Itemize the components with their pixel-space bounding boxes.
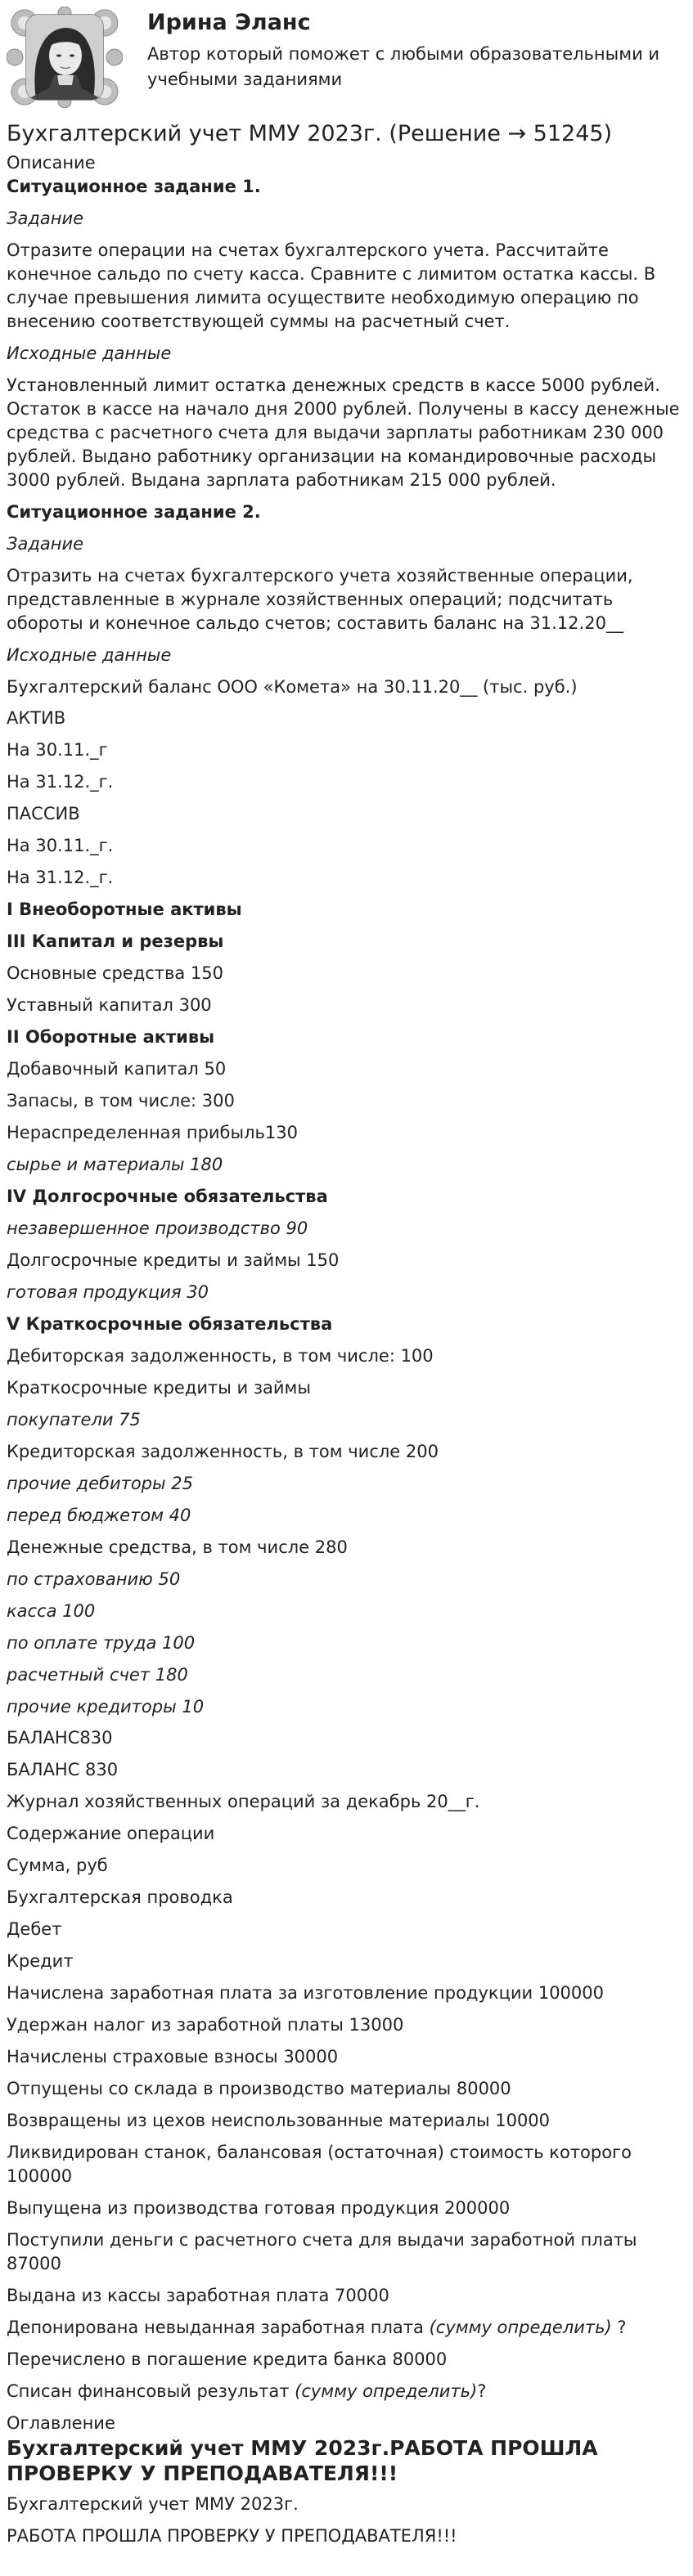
author-info <box>147 7 686 92</box>
body-paragraph <box>7 994 686 1017</box>
body-paragraph <box>7 532 686 556</box>
paragraph-text: касса 100 <box>7 1600 96 1621</box>
body-paragraph <box>7 802 686 826</box>
body-paragraph <box>7 1153 686 1177</box>
footer-title: Бухгалтерский учет ММУ 2023г.РАБОТА ПРОШЛА ПРОВЕРКУ У ПРЕПОДАВАТЕЛЯ!!! <box>7 2435 598 2485</box>
document-title: Бухгалтерский учет ММУ 2023г. (Решение → 51245) <box>7 121 613 146</box>
paragraph-text: Ликвидирован станок, балансовая (остаточная) стоимость которого 100000 <box>7 2143 632 2187</box>
paragraph-text: Краткосрочные кредиты и займы <box>7 1377 311 1398</box>
body-paragraph <box>7 374 686 492</box>
paragraph-text: Поступили деньги с расчетного счета для выдачи заработной платы 87000 <box>7 2229 637 2273</box>
body-paragraph <box>7 1057 686 1081</box>
paragraph-text: Бухгалтерский баланс ООО «Комета» на 30.11.20__ (тыс. руб.) <box>7 676 578 697</box>
paragraph-text: Выпущена из производства готовая продукция 200000 <box>7 2198 511 2218</box>
paragraph-text: На 30.11._г <box>7 740 108 761</box>
paragraph-text: Депонирована невыданная заработная плата <box>7 2317 430 2337</box>
paragraph-text: На 30.11._г. <box>7 836 114 856</box>
paragraph-text: АКТИВ <box>7 708 66 729</box>
body-paragraph <box>7 342 686 366</box>
paragraph-text: по страхованию 50 <box>7 1568 181 1589</box>
paragraph-text: На 31.12._г. <box>7 772 114 792</box>
body-paragraph <box>7 2197 686 2220</box>
paragraph-text: Выдана из кассы заработная плата 70000 <box>7 2285 389 2305</box>
paragraph-text: Журнал хозяйственных операций за декабрь 20__г. <box>7 1792 480 1812</box>
paragraph-text: Задание <box>7 209 84 229</box>
paragraph-text: Отразить на счетах бухгалтерского учета хозяйственные операции, представленные в журнале хозяйственных операций; подсчитать обороты и конечное сальдо счетов; составить баланс на 31.12.20__ <box>7 565 633 633</box>
paragraph-text: Установленный лимит остатка денежных средств в кассе 5000 рублей. Остаток в кассе на начало дня 2000 рублей. Получены в кассу денежные средства с расчетного счета для выдачи зарплаты работникам 230 000 рублей. Выдано работнику организации на командировочные расходы 3000 рублей. Выдана зарплата работникам 215 000 рублей. <box>7 375 680 490</box>
body-paragraph <box>7 1600 686 1623</box>
body-paragraph <box>7 2141 686 2188</box>
body-paragraph <box>7 1185 686 1209</box>
body-paragraph <box>7 2045 686 2069</box>
body-paragraph <box>7 1854 686 1878</box>
toc-label: Оглавление <box>7 2412 115 2433</box>
paragraph-text: Отразите операции на счетах бухгалтерского учета. Рассчитайте конечное сальдо по счету касса. Сравните с лимитом остатка кассы. В случае превышения лимита осуществите необходимую операцию по внесению соответствующей суммы на расчетный счет. <box>7 240 656 331</box>
body-paragraph <box>7 1950 686 1973</box>
body-paragraph <box>7 1726 686 1750</box>
paragraph-text: Исходные данные <box>7 343 172 363</box>
body-paragraph <box>7 1981 686 2005</box>
body-paragraph <box>7 1440 686 1464</box>
paragraph-text: На 31.12._г. <box>7 868 114 888</box>
paragraph-text: БАЛАНС830 <box>7 1728 113 1748</box>
paragraph-text: Задание <box>7 533 84 554</box>
body-paragraph <box>7 239 686 334</box>
body-paragraph <box>7 707 686 730</box>
body-paragraph <box>7 1089 686 1113</box>
body-paragraph <box>7 930 686 954</box>
body-paragraph <box>7 1918 686 1941</box>
paragraph-text: готовая продукция 30 <box>7 1281 209 1302</box>
body-paragraph <box>7 1313 686 1336</box>
paragraph-text: Содержание операции <box>7 1824 215 1844</box>
paragraph-text: Начислены страховые взносы 30000 <box>7 2047 339 2067</box>
paragraph-text: расчетный счет 180 <box>7 1664 188 1685</box>
paragraph-text: Запасы, в том числе: 300 <box>7 1091 235 1111</box>
paragraph-text: Дебет <box>7 1919 62 1940</box>
paragraph-text: Начислена заработная плата за изготовление продукции 100000 <box>7 1983 604 2004</box>
body-paragraph <box>7 175 686 199</box>
author-header <box>7 0 686 108</box>
paragraph-text: Нераспределенная прибыль130 <box>7 1123 298 1143</box>
body-paragraph <box>7 2228 686 2276</box>
paragraph-text: Перечислено в погашение кредита банка 80000 <box>7 2349 448 2369</box>
paragraph-text: по оплате труда 100 <box>7 1632 196 1653</box>
body-paragraph <box>7 1121 686 1145</box>
body-paragraph <box>7 738 686 762</box>
body-paragraph <box>7 2316 686 2340</box>
body-paragraph <box>7 1344 686 1368</box>
document-body <box>7 175 686 2403</box>
body-paragraph <box>7 1631 686 1655</box>
paragraph-text: II Оборотные активы <box>7 1027 215 1048</box>
paragraph-text: V Краткосрочные обязательства <box>7 1313 333 1334</box>
author-name[interactable]: Ирина Эланс <box>147 10 311 35</box>
paragraph-tail: ? <box>611 2317 627 2337</box>
body-paragraph <box>7 1217 686 1241</box>
paragraph-text: Дебиторская задолженность, в том числе: 100 <box>7 1345 434 1366</box>
paragraph-text: Возвращены из цехов неиспользованные материалы 10000 <box>7 2111 551 2131</box>
body-paragraph <box>7 1663 686 1687</box>
body-paragraph <box>7 1758 686 1782</box>
paragraph-text: Сумма, руб <box>7 1856 108 1876</box>
paragraph-text: Денежные средства, в том числе 280 <box>7 1537 348 1557</box>
footer-line-2: РАБОТА ПРОШЛА ПРОВЕРКУ У ПРЕПОДАВАТЕЛЯ!!! <box>7 2526 457 2547</box>
body-paragraph <box>7 1281 686 1304</box>
paragraph-text: Удержан налог из заработной платы 13000 <box>7 2015 404 2035</box>
body-paragraph <box>7 1504 686 1528</box>
paragraph-text: перед бюджетом 40 <box>7 1505 191 1525</box>
body-paragraph <box>7 1822 686 1846</box>
body-paragraph <box>7 866 686 890</box>
paragraph-text: ПАССИВ <box>7 804 80 824</box>
paragraph-text: Ситуационное задание 1. <box>7 177 261 197</box>
author-avatar[interactable] <box>7 7 123 108</box>
body-paragraph <box>7 675 686 699</box>
paragraph-text: I Внеоборотные активы <box>7 900 242 920</box>
footer-line-1: Бухгалтерский учет ММУ 2023г. <box>7 2494 299 2515</box>
paragraph-tail: ? <box>477 2381 487 2401</box>
body-paragraph <box>7 770 686 794</box>
body-paragraph <box>7 2284 686 2308</box>
paragraph-text: Кредит <box>7 1951 74 1972</box>
author-description: Автор который поможет с любыми образовательными и учебными заданиями <box>147 44 660 89</box>
paragraph-text: Долгосрочные кредиты и займы 150 <box>7 1250 340 1270</box>
body-paragraph <box>7 1472 686 1496</box>
body-paragraph <box>7 2109 686 2133</box>
body-paragraph <box>7 1568 686 1591</box>
body-paragraph <box>7 898 686 922</box>
paragraph-emphasis: (сумму определить) <box>295 2381 478 2401</box>
body-paragraph <box>7 834 686 858</box>
body-paragraph <box>7 962 686 985</box>
paragraph-text: незавершенное производство 90 <box>7 1218 308 1238</box>
body-paragraph <box>7 2077 686 2101</box>
paragraph-text: IV Долгосрочные обязательства <box>7 1187 328 1206</box>
body-paragraph <box>7 1408 686 1432</box>
body-paragraph <box>7 1790 686 1814</box>
body-paragraph <box>7 2013 686 2037</box>
paragraph-text: Уставный капитал 300 <box>7 995 212 1016</box>
body-paragraph <box>7 644 686 667</box>
body-paragraph <box>7 1695 686 1719</box>
body-paragraph <box>7 1536 686 1560</box>
paragraph-text: БАЛАНС 830 <box>7 1760 119 1780</box>
paragraph-text: Отпущены со склада в производство материалы 80000 <box>7 2079 511 2099</box>
paragraph-text: сырье и материалы 180 <box>7 1155 223 1175</box>
paragraph-text: Списан финансовый результат <box>7 2381 295 2401</box>
body-paragraph <box>7 500 686 524</box>
paragraph-text: Исходные данные <box>7 644 172 665</box>
paragraph-text: Ситуационное задание 2. <box>7 501 261 522</box>
paragraph-text: Кредиторская задолженность, в том числе 200 <box>7 1441 439 1461</box>
paragraph-text: III Капитал и резервы <box>7 931 224 952</box>
description-label: Описание <box>7 153 96 173</box>
body-paragraph <box>7 564 686 635</box>
body-paragraph <box>7 1886 686 1910</box>
paragraph-text: прочие кредиторы 10 <box>7 1696 205 1717</box>
body-paragraph <box>7 1376 686 1400</box>
paragraph-text: Бухгалтерская проводка <box>7 1887 233 1908</box>
body-paragraph <box>7 207 686 231</box>
body-paragraph <box>7 1025 686 1049</box>
paragraph-text: Основные средства 150 <box>7 963 224 984</box>
paragraph-emphasis: (сумму определить) <box>429 2317 612 2337</box>
paragraph-text: прочие дебиторы 25 <box>7 1473 193 1493</box>
body-paragraph <box>7 1249 686 1272</box>
body-paragraph <box>7 2380 686 2403</box>
body-paragraph <box>7 2348 686 2372</box>
paragraph-text: покупатели 75 <box>7 1409 141 1429</box>
paragraph-text: Добавочный капитал 50 <box>7 1059 227 1079</box>
